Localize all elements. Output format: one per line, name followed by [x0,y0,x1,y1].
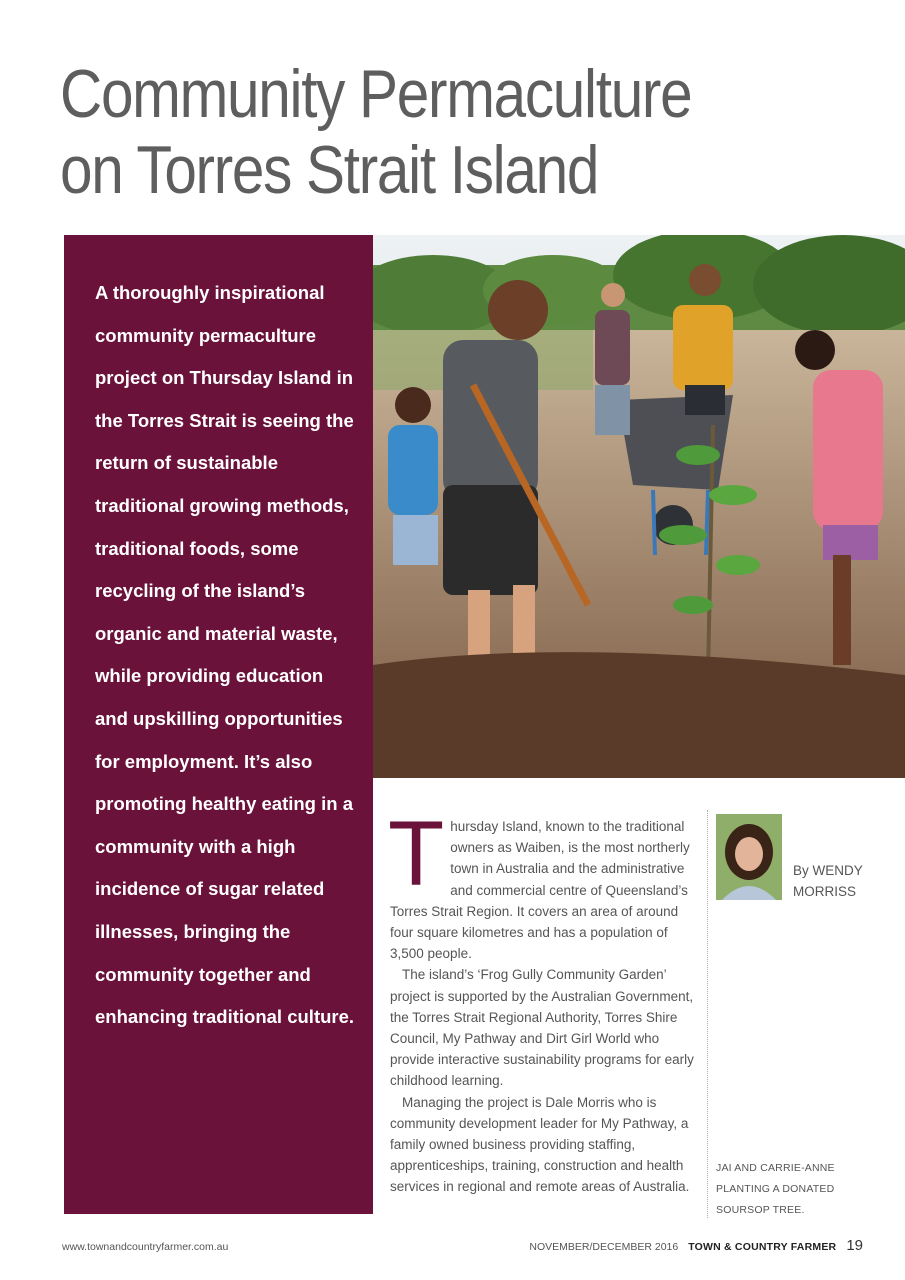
article-paragraph-2: The island’s ‘Frog Gully Community Garden’ project is supported by the Australian Government, the Torres Strait Regional Authority, Torres Shire Council, My Pathway and Dirt Girl World who provide interactive sustainability programs for early childhood learning. [390,967,694,1089]
footer-magazine: TOWN & COUNTRY FARMER [688,1241,837,1253]
garden-photo-illustration [373,235,905,778]
drop-cap: T [388,803,445,905]
column-divider [707,810,708,1218]
author-portrait [716,814,782,900]
main-photo [373,235,905,778]
byline: By WENDY MORRISS [793,863,863,899]
page-number: 19 [846,1237,863,1254]
article-paragraph-1 [388,803,700,964]
article-paragraph-3: Managing the project is Dale Morris who is community development leader for My Pathway, a family owned business providing staffing, apprenticeships, training, construction and health services in regional and remote areas of Australia. [390,1094,690,1195]
footer-info [529,1237,863,1254]
article-body [388,803,700,1198]
author-photo [716,814,782,900]
title-line-2: on Torres Strait Island [60,132,599,208]
footer-issue: NOVEMBER/DECEMBER 2016 [529,1241,679,1253]
title-line-1: Community Permaculture [60,56,692,132]
footer-url[interactable]: www.townandcountryfarmer.com.au [62,1241,229,1253]
intro-text: A thoroughly inspirational community permaculture project on Thursday Island in the Torres Strait is seeing the return of sustainable traditional growing methods, traditional foods, some recycling of the island’s organic and material waste, while providing education and upskilling opportunities for employment. It’s also promoting healthy eating in a community with a high incidence of sugar related illnesses, bringing the community together and enhancing traditional culture. [95,282,355,1028]
article-title [60,56,692,208]
article-paragraph-1-text: hursday Island, known to the traditional owners as Waiben, is the most northerly town in Australia and the administrative and commercial centre of Queensland’s Torres Strait Region. It covers an area of around four square kilometres and has a population of 3,500 people. [390,819,690,962]
photo-caption: JAI AND CARRIE-ANNE PLANTING A DONATED SOURSOP TREE. [716,1162,835,1216]
